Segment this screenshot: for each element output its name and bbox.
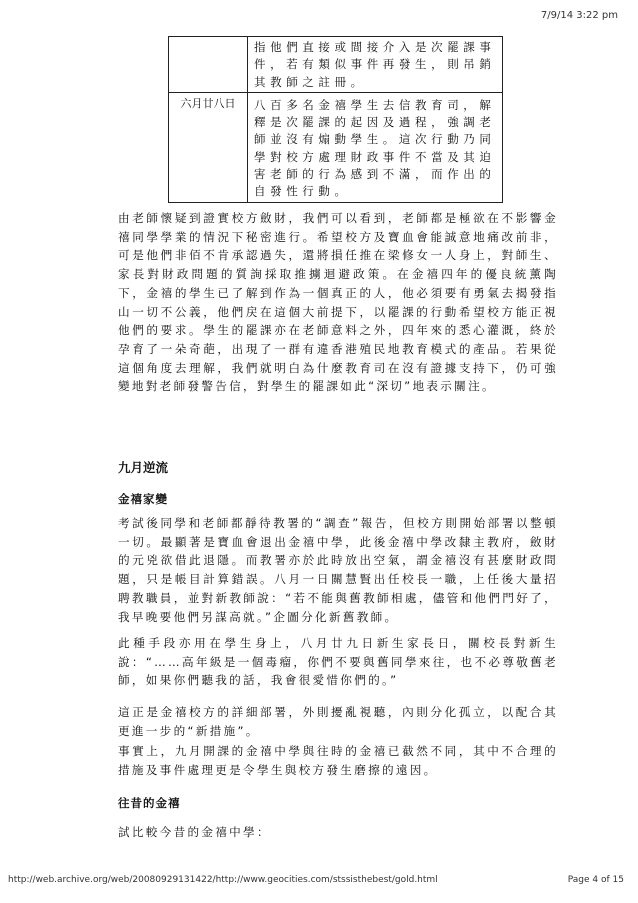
table-row [169,92,503,202]
intro-paragraph: 由老師懷疑到證實校方斂財，我們可以看到，老師都是極欲在不影響金禧同學學業的情況下秘密進行。希望校方及寶血會能誠意地痛改前非，可是他們非佰不肯承認過失，還將損任推在梁修女一人身上，對師生、家長對財政問題的質詢採取推擄迴避政策。在金禧四年的優良統薰陶下，金禧的學生已了解到作為一個真正的人，他必須要有勇氣去揭發指山一切不公義，他們戻在這個大前提下，以罷課的行動希望校方能正視他們的要求。學生的罷課亦在老師意料之外，四年來的悉心灌溉，終於孕育了一朵奇葩，出現了一群有違香港殖民地教育模式的產品。若果從這個角度去理解，我們就明白為什麼教育司在沒有證據支持下，仍可強變地對老師發警告信，對學生的罷課如此“深切”地表示關注。 [118,211,558,394]
print-timestamp: 7/9/14 3:22 pm [540,10,618,21]
body-paragraph: 這正是金禧校方的詳細部署，外則擾亂視聽，內則分化孤立，以配合其更進一步的“新措施”。 [118,705,558,738]
event-date [169,37,248,93]
body-paragraph: 試比較今昔的金禧中學： [118,825,271,839]
subsection-heading: 金禧家變 [118,492,168,506]
section-title: 九月逆流 [118,460,169,475]
event-date: 六月廿八日 [169,92,248,202]
body-paragraph: 考試後同學和老師都靜待教署的“調查”報告，但校方則開始部署以整頓一切。最顯著是寶血會退出金禧中學，此後金禧中學改隸主教府，斂財的元兇欲借此退隱。而教署亦於此時放出空氣，謂金禧沒有甚麼財政問題，只是帳目計算錯誤。八月一日關慧賢出任校長一職，上任後大量招聘教職員，並對新教師說：“若不能與舊教師相處，儘管和他們門好了，我早晚要他們另謀高就。”企圖分化新舊教師。 [118,516,558,624]
table-row [169,37,503,93]
event-description: 八百多名金禧學生去信教育司，解釋是次罷課的起因及過程，強調老師並沒有煽動學生。這次行動乃同學對校方處理財政事件不當及其迫害老師的行為感到不滿，而作出的自發性行動。 [248,92,503,202]
events-table [168,36,503,203]
source-url: http://web.archive.org/web/20080929131422/http://www.geocities.com/stssisthebest/gold.html [8,875,438,885]
subsection-heading: 往昔的金禧 [118,796,181,810]
body-paragraph: 事實上，九月開課的金禧中學與往時的金禧已截然不同，其中不合理的措施及事件處理更是令學生與校方發生磨擦的遠因。 [118,744,558,777]
event-description: 指他們直接或間接介入是次罷課事件，若有類似事件再發生，則吊銷其教師之註冊。 [248,37,503,93]
page-number: Page 4 of 15 [567,875,624,885]
body-paragraph: 此種手段亦用在學生身上，八月廿九日新生家長日，關校長對新生說：“……高年級是一個毒瘤，你們不要與舊同學來往，也不必尊敬舊老師，如果你們聽我的話，我會很愛惜你們的。” [118,636,558,688]
